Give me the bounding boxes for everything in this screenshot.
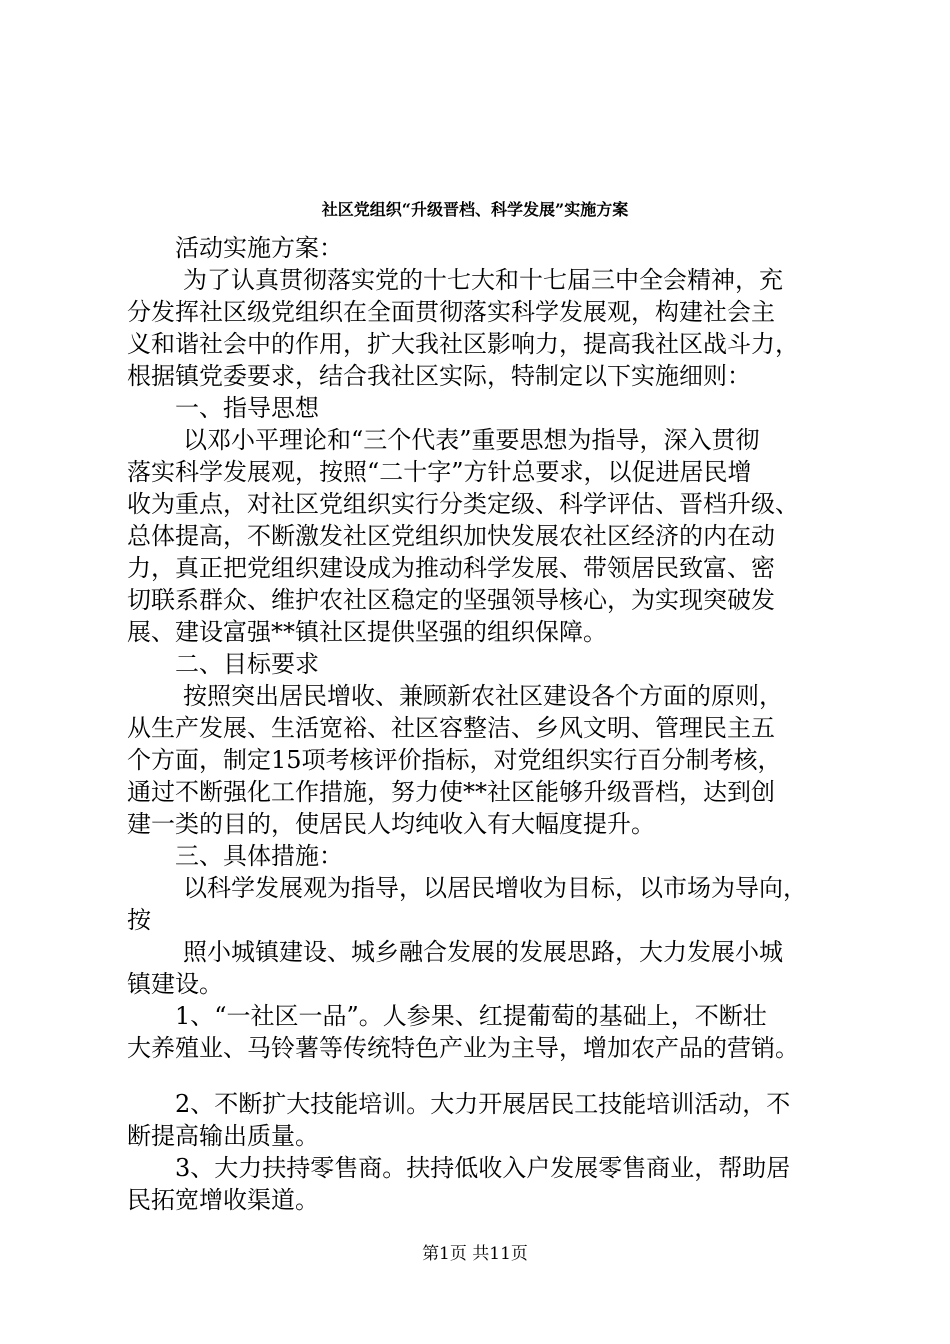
list-item: 3、大力扶持零售商。扶持低收入户发展零售商业，帮助居 bbox=[175, 1154, 791, 1182]
text-line: 民拓宽增收渠道。 bbox=[127, 1186, 319, 1214]
text-line: 按照突出居民增收、兼顾新农社区建设各个方面的原则， bbox=[183, 682, 783, 710]
text-line: 以邓小平理论和“三个代表”重要思想为指导，深入贯彻 bbox=[183, 426, 760, 454]
text-line: 按 bbox=[127, 906, 151, 934]
text-line: 切联系群众、维护农社区稳定的坚强领导核心，为实现突破发 bbox=[127, 586, 775, 614]
text-line: 大养殖业、马铃薯等传统特色产业为主导，增加农产品的营销。 bbox=[127, 1034, 799, 1062]
text-line: 通过不断强化工作措施，努力使**社区能够升级晋档，达到创 bbox=[127, 778, 775, 806]
page-number-footer: 第1页 共11页 bbox=[422, 1244, 528, 1264]
text-line: 展、建设富强**镇社区提供坚强的组织保障。 bbox=[127, 618, 607, 646]
section-heading: 二、目标要求 bbox=[175, 650, 319, 678]
text-line: 总体提高，不断激发社区党组织加快发展农社区经济的内在动 bbox=[127, 522, 775, 550]
text-line: 收为重点，对社区党组织实行分类定级、科学评估、晋档升级、 bbox=[127, 490, 799, 518]
text-line: 力，真正把党组织建设成为推动科学发展、带领居民致富、密 bbox=[127, 554, 775, 582]
list-item: 1、“一社区一品”。人参果、红提葡萄的基础上，不断壮 bbox=[175, 1002, 767, 1030]
text-line: 为了认真贯彻落实党的十七大和十七届三中全会精神，充 bbox=[183, 266, 783, 294]
text-line: 个方面，制定15项考核评价指标，对党组织实行百分制考核， bbox=[127, 746, 782, 774]
text-line: 落实科学发展观，按照“二十字”方针总要求，以促进居民增 bbox=[127, 458, 752, 486]
blank-line bbox=[127, 1064, 847, 1088]
text-line: 活动实施方案： bbox=[175, 234, 343, 262]
text-line: 照小城镇建设、城乡融合发展的发展思路，大力发展小城 bbox=[183, 938, 783, 966]
section-heading: 一、指导思想 bbox=[175, 394, 319, 422]
text-line: 义和谐社会中的作用，扩大我社区影响力，提高我社区战斗力， bbox=[127, 330, 799, 358]
text-line: 以科学发展观为指导，以居民增收为目标，以市场为导向， bbox=[183, 874, 807, 902]
document-body bbox=[127, 232, 847, 1216]
text-line: 镇建设。 bbox=[127, 970, 223, 998]
text-line: 根据镇党委要求，结合我社区实际，特制定以下实施细则： bbox=[127, 362, 751, 390]
text-line: 断提高输出质量。 bbox=[127, 1122, 319, 1150]
text-line: 分发挥社区级党组织在全面贯彻落实科学发展观，构建社会主 bbox=[127, 298, 775, 326]
text-line: 建一类的目的，使居民人均纯收入有大幅度提升。 bbox=[127, 810, 655, 838]
document-title: 社区党组织“升级晋档、科学发展”实施方案 bbox=[321, 200, 629, 219]
list-item: 2、不断扩大技能培训。大力开展居民工技能培训活动，不 bbox=[175, 1090, 791, 1118]
section-heading: 三、具体措施： bbox=[175, 842, 343, 870]
text-line: 从生产发展、生活宽裕、社区容整洁、乡风文明、管理民主五 bbox=[127, 714, 775, 742]
